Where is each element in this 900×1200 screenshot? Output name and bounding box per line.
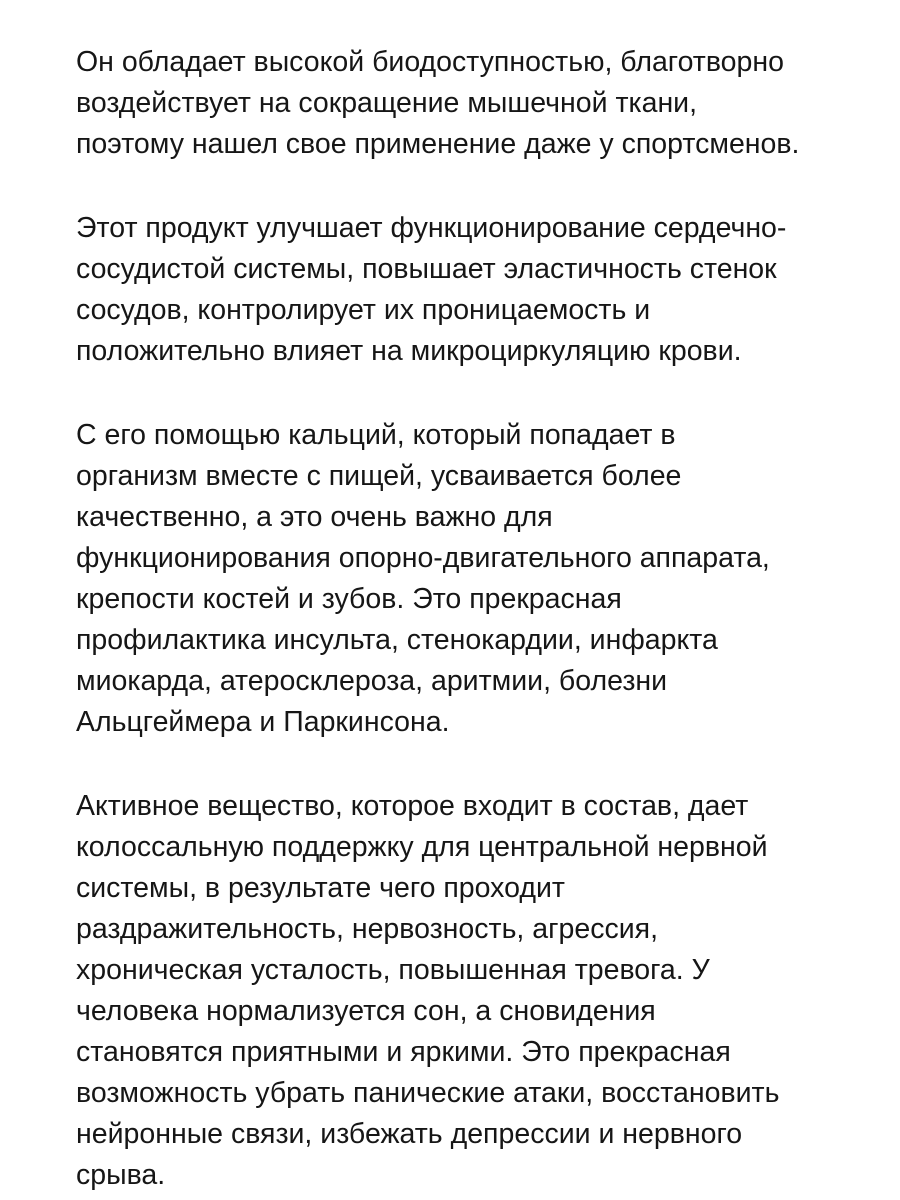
text-line: Активное вещество, которое входит в состав, дает [76,790,749,822]
text-line: положительно влияет на микроциркуляцию крови. [76,335,742,367]
text-line: функционирования опорно-двигательного аппарата, [76,542,770,574]
text-line: сосудистой системы, повышает эластичность стенок [76,253,777,285]
text-line: становятся приятными и яркими. Это прекрасная [76,1036,731,1068]
text-line: сосудов, контролирует их проницаемость и [76,294,651,326]
text-line: Альцгеймера и Паркинсона. [76,706,450,738]
text-line: человека нормализуется сон, а сновидения [76,995,656,1027]
text-line: воздействует на сокращение мышечной ткани, [76,87,698,119]
text-line: Этот продукт улучшает функционирование сердечно- [76,212,787,244]
text-line: возможность убрать панические атаки, восстановить [76,1077,780,1109]
text-line: раздражительность, нервозность, агрессия, [76,913,658,945]
text-line: организм вместе с пищей, усваивается более [76,460,682,492]
text-line: хроническая усталость, повышенная тревога. У [76,954,710,986]
text-line: качественно, а это очень важно для [76,501,553,533]
text-line: профилактика инсульта, стенокардии, инфаркта [76,624,718,656]
text-line: поэтому нашел свое применение даже у спортсменов. [76,128,800,160]
text-line: системы, в результате чего проходит [76,872,565,904]
text-line: крепости костей и зубов. Это прекрасная [76,583,622,615]
text-line: срыва. [76,1159,166,1191]
text-line: Он обладает высокой биодоступностью, благотворно [76,46,784,78]
text-line: миокарда, атеросклероза, аритмии, болезни [76,665,668,697]
text-line: нейронные связи, избежать депрессии и нервного [76,1118,743,1150]
text-line: колоссальную поддержку для центральной нервной [76,831,768,863]
text-line: С его помощью кальций, который попадает в [76,419,676,451]
